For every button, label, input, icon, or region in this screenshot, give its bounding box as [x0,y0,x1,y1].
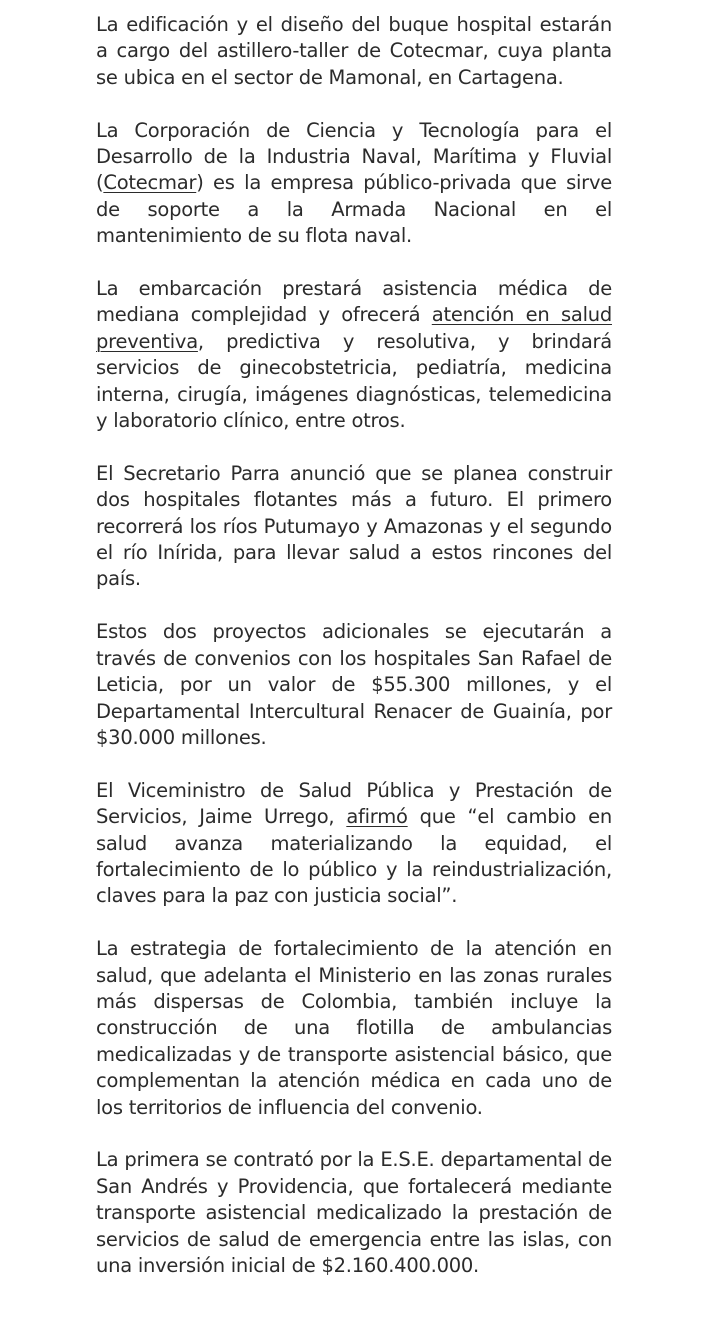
paragraph-text: La embarcación prestará asistencia médica de mediana complejidad y ofrecerá [96,277,612,327]
paragraph-text: que “el cambio en salud avanza materializando la equidad, el fortalecimiento de lo público y la reindustrialización, claves para la paz con justicia social”. [96,805,612,908]
paragraph [96,778,612,910]
cotecmar-link[interactable]: Cotecmar [103,171,197,195]
paragraph [96,936,612,1121]
paragraph [96,118,612,250]
paragraph-text: Estos dos proyectos adicionales se ejecutarán a través de convenios con los hospitales San Rafael de Leticia, por un valor de $55.300 millones, y el Departamental Intercultural Renacer de Guainía, por $30.000 millones. [96,620,612,749]
paragraph-text: La Corporación de Ciencia y Tecnología para el Desarrollo de la Industria Naval, Marítima y Fluvial ( [96,118,612,195]
paragraph [96,12,612,91]
paragraph [96,619,612,751]
paragraph [96,1147,612,1279]
paragraph [96,276,612,434]
preventive-health-link[interactable]: atención en salud preventiva [96,303,612,353]
article-body [96,12,612,1279]
paragraph-text: , predictiva y resolutiva, y brindará servicios de ginecobstetricia, pediatría, medicina interna, cirugía, imágenes diagnósticas, telemedicina y laboratorio clínico, entre otros. [96,329,612,433]
paragraph-text: La edificación y el diseño del buque hospital estarán a cargo del astillero-taller de Cotecmar, cuya planta se ubica en el sector de Mamonal, en Cartagena. [96,13,612,89]
paragraph-text: El Secretario Parra anunció que se planea construir dos hospitales flotantes más a futuro. El primero recorrerá los ríos Putumayo y Amazonas y el segundo el río Inírida, para llevar salud a estos rincones del país. [96,461,612,591]
paragraph-text: La estrategia de fortalecimiento de la atención en salud, que adelanta el Ministerio en las zonas rurales más dispersas de Colombia, también incluye la construcción de una flotilla de ambulancias medicalizadas y de transporte asistencial básico, que complementan la atención médica en cada uno de los territorios de influencia del convenio. [96,937,612,1119]
paragraph-text: La primera se contrató por la E.S.E. departamental de San Andrés y Providencia, que fortalecerá mediante transporte asistencial medicalizado la prestación de servicios de salud de emergencia entre las islas, con una inversión inicial de $2.160.400.000. [96,1148,612,1277]
paragraph-text: ) es la empresa público-privada que sirve de soporte a la Armada Nacional en el mantenimiento de su flota naval. [96,171,612,248]
paragraph [96,461,612,593]
afirmo-link[interactable]: afirmó [346,805,408,829]
paragraph-text: El Viceministro de Salud Pública y Prestación de Servicios, Jaime Urrego, [96,778,612,829]
